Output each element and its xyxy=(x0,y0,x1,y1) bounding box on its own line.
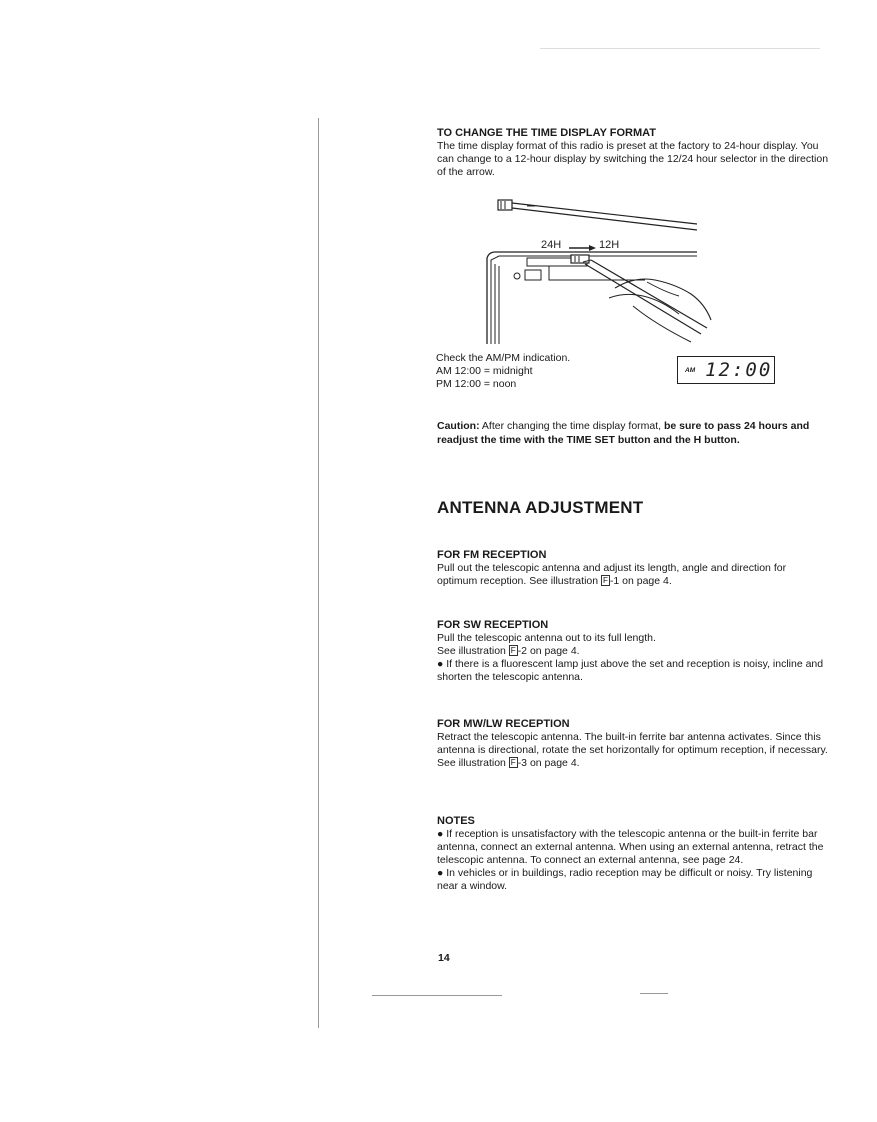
time-format-section xyxy=(437,126,829,179)
fm-section xyxy=(437,548,829,588)
mwlw-body-ref: -3 on page 4. xyxy=(517,757,580,769)
illustration-f-box: F xyxy=(510,758,516,767)
scan-artifact xyxy=(640,993,668,994)
check-line: AM 12:00 = midnight xyxy=(436,365,533,377)
label-24h: 24H xyxy=(541,239,562,251)
page-number: 14 xyxy=(438,952,450,964)
mwlw-body xyxy=(437,731,829,770)
lcd-time: 12:00 xyxy=(705,359,773,381)
illustration-f-box: F xyxy=(603,576,608,585)
time-format-body: The time display format of this radio is preset at the factory to 24-hour display. You can change to a 12-hour display by switching the 12/24 hour selector in the direction of the arrow. xyxy=(437,140,829,178)
scan-artifact xyxy=(372,995,502,996)
mwlw-body-text: Retract the telescopic antenna. The built-in ferrite bar antenna activates. Since this antenna is directional, rotate the set horizontally for optimum reception, if necessary. See illustration xyxy=(437,731,828,769)
lcd-am-indicator: AM xyxy=(685,366,696,374)
notes-section xyxy=(437,814,829,893)
caution-label: Caution: xyxy=(437,420,480,432)
check-line: Check the AM/PM indication. xyxy=(436,352,571,364)
fm-body-text: Pull out the telescopic antenna and adjust its length, angle and direction for optimum reception. See illustration xyxy=(437,562,787,587)
sw-line-1: Pull the telescopic antenna out to its full length. xyxy=(437,632,656,644)
caution-text: After changing the time display format, xyxy=(479,420,662,432)
selector-illustration xyxy=(465,196,715,346)
sw-line-2 xyxy=(437,645,829,658)
notes-heading: NOTES xyxy=(437,815,475,827)
caution-note xyxy=(437,420,829,447)
fm-heading: FOR FM RECEPTION xyxy=(437,549,547,561)
time-format-heading: TO CHANGE THE TIME DISPLAY FORMAT xyxy=(437,127,656,139)
caution-bold-text: be sure to pass 24 hours and readjust the time with the TIME SET button and the H button. xyxy=(437,420,810,446)
scan-artifact xyxy=(540,48,820,49)
check-line: PM 12:00 = noon xyxy=(436,378,517,390)
sw-heading: FOR SW RECEPTION xyxy=(437,619,549,631)
sw-line-2-ref: -2 on page 4. xyxy=(517,645,580,657)
page-gutter-line xyxy=(318,118,319,1028)
ampm-check-text xyxy=(436,352,656,391)
fm-body xyxy=(437,562,829,588)
illustration-f-box: F xyxy=(510,646,516,655)
sw-bullet: ● If there is a fluorescent lamp just above the set and reception is noisy, incline and shorten the telescopic antenna. xyxy=(437,658,824,683)
arrow-head xyxy=(589,245,596,251)
selector-switch-icon xyxy=(571,255,589,263)
notes-bullet-1: ● If reception is unsatisfactory with the telescopic antenna or the built-in ferrite bar antenna, connect an external antenna. When using an external antenna, retract the telescopic antenna. To connect an external antenna, see page 24. xyxy=(437,828,824,866)
sw-section xyxy=(437,618,829,684)
antenna-title: ANTENNA ADJUSTMENT xyxy=(437,498,644,517)
mwlw-section xyxy=(437,717,829,770)
lcd-display xyxy=(677,356,775,384)
sw-line-2-text: See illustration xyxy=(437,645,509,657)
mwlw-heading: FOR MW/LW RECEPTION xyxy=(437,718,570,730)
label-12h: 12H xyxy=(599,239,620,251)
notes-bullet-2: ● In vehicles or in buildings, radio reception may be difficult or noisy. Try listening near a window. xyxy=(437,867,813,892)
fm-body-ref: -1 on page 4. xyxy=(609,575,672,587)
